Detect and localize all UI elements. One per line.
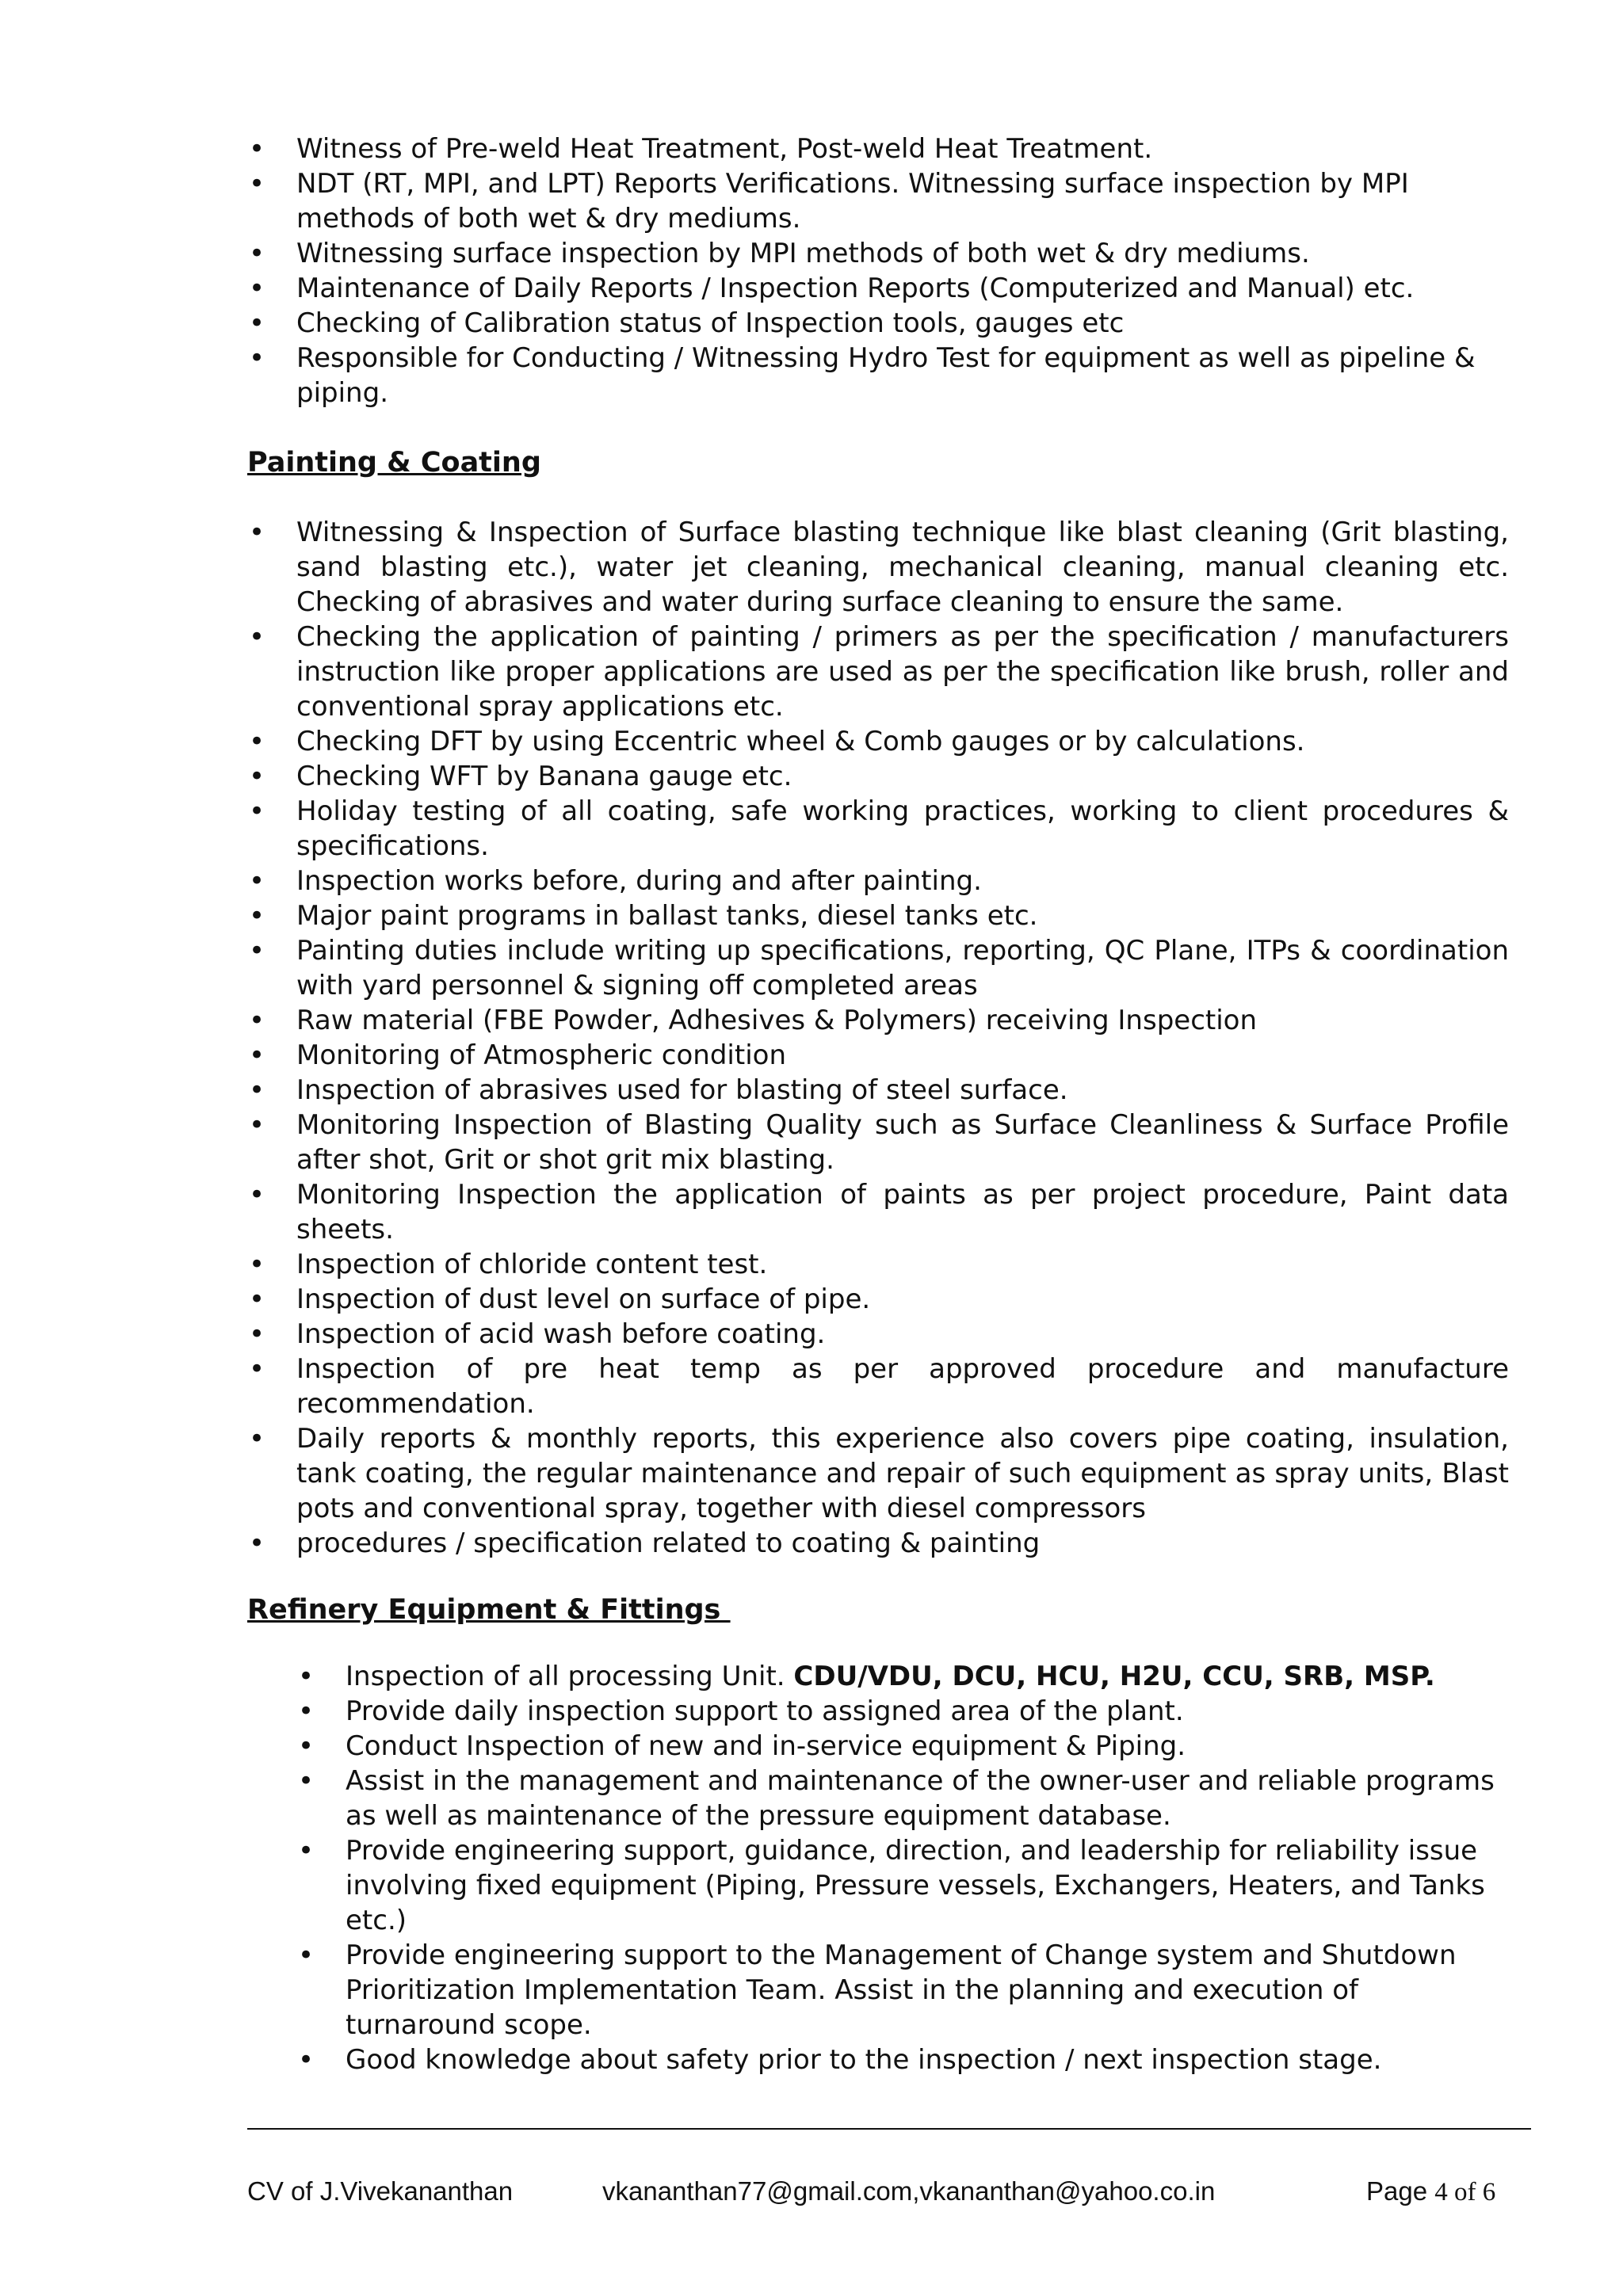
list-item: • Good knowledge about safety prior to the inspection / next inspection stage.	[296, 2042, 1512, 2077]
list-item: • Raw material (FBE Powder, Adhesives & Polymers) receiving Inspection	[247, 1003, 1509, 1038]
list-item	[296, 1659, 1512, 1694]
footer-author: CV of J.Vivekananthan	[247, 2176, 514, 2206]
list-item: • Provide engineering support to the Management of Change system and Shutdown Prioritization Implementation Team. Assist in the planning and execution of turnaround scope.	[296, 1938, 1512, 2042]
footer-divider	[247, 2128, 1531, 2130]
refinery-equipment-heading: Refinery Equipment & Fittings	[247, 1594, 731, 1626]
list-item: • Inspection of dust level on surface of pipe.	[247, 1282, 1509, 1317]
list-item: • Major paint programs in ballast tanks, diesel tanks etc.	[247, 898, 1509, 933]
list-item: • Monitoring Inspection the application of paints as per project procedure, Paint data sheets.	[247, 1177, 1509, 1247]
list-item: • Witnessing surface inspection by MPI methods of both wet & dry mediums.	[247, 236, 1509, 271]
page-number	[1366, 2176, 1495, 2208]
page-count: 4 of 6	[1434, 2178, 1496, 2206]
list-item: • Monitoring Inspection of Blasting Quality such as Surface Cleanliness & Surface Profile after shot, Grit or shot grit mix blasting.	[247, 1108, 1509, 1177]
painting-coating-list	[247, 515, 1509, 1561]
list-item: • Conduct Inspection of new and in-service equipment & Piping.	[296, 1729, 1512, 1764]
list-item: • Monitoring of Atmospheric condition	[247, 1038, 1509, 1073]
list-item-text: Inspection of all processing Unit.	[346, 1661, 794, 1692]
list-item: • Provide daily inspection support to assigned area of the plant.	[296, 1694, 1512, 1729]
list-item: • procedures / specification related to coating & painting	[247, 1526, 1509, 1561]
inspection-duties-list	[247, 132, 1509, 410]
list-item: • Witnessing & Inspection of Surface blasting technique like blast cleaning (Grit blasting, sand blasting etc.), water jet cleaning, mechanical cleaning, manual cleaning etc. Checking of abrasives and water during surface cleaning to ensure the same.	[247, 515, 1509, 620]
list-item: • Checking WFT by Banana gauge etc.	[247, 759, 1509, 794]
painting-coating-heading: Painting & Coating	[247, 447, 541, 479]
footer-email: vkananthan77@gmail.com,vkananthan@yahoo.co.in	[602, 2176, 1216, 2206]
list-item: • Inspection of chloride content test.	[247, 1247, 1509, 1282]
list-item: • Daily reports & monthly reports, this experience also covers pipe coating, insulation, tank coating, the regular maintenance and repair of such equipment as spray units, Blast pots and conventional spray, together with diesel compressors	[247, 1421, 1509, 1526]
processing-units: CDU/VDU, DCU, HCU, H2U, CCU, SRB, MSP.	[793, 1661, 1435, 1692]
list-item: • Witness of Pre-weld Heat Treatment, Post-weld Heat Treatment.	[247, 132, 1509, 166]
refinery-equipment-list	[296, 1659, 1512, 2077]
list-item: • Maintenance of Daily Reports / Inspection Reports (Computerized and Manual) etc.	[247, 271, 1509, 306]
page-label: Page	[1366, 2176, 1428, 2206]
list-item: • Checking the application of painting / primers as per the specification / manufacturers instruction like proper applications are used as per the specification like brush, roller and conventional spray applications etc.	[247, 620, 1509, 724]
list-item: • Holiday testing of all coating, safe working practices, working to client procedures & specifications.	[247, 794, 1509, 864]
list-item: • Assist in the management and maintenance of the owner-user and reliable programs as well as maintenance of the pressure equipment database.	[296, 1764, 1512, 1833]
list-item: • Inspection of acid wash before coating.	[247, 1317, 1509, 1352]
list-item: • Responsible for Conducting / Witnessing Hydro Test for equipment as well as pipeline & piping.	[247, 341, 1509, 410]
list-item: • Inspection works before, during and after painting.	[247, 864, 1509, 898]
list-item: • NDT (RT, MPI, and LPT) Reports Verifications. Witnessing surface inspection by MPI methods of both wet & dry mediums.	[247, 166, 1509, 236]
list-item: • Painting duties include writing up specifications, reporting, QC Plane, ITPs & coordination with yard personnel & signing off completed areas	[247, 933, 1509, 1003]
list-item: • Inspection of abrasives used for blasting of steel surface.	[247, 1073, 1509, 1108]
list-item: • Provide engineering support, guidance, direction, and leadership for reliability issue involving fixed equipment (Piping, Pressure vessels, Exchangers, Heaters, and Tanks etc.)	[296, 1833, 1512, 1938]
list-item: • Checking DFT by using Eccentric wheel & Comb gauges or by calculations.	[247, 724, 1509, 759]
list-item: • Checking of Calibration status of Inspection tools, gauges etc	[247, 306, 1509, 341]
list-item: • Inspection of pre heat temp as per approved procedure and manufacture recommendation.	[247, 1352, 1509, 1421]
